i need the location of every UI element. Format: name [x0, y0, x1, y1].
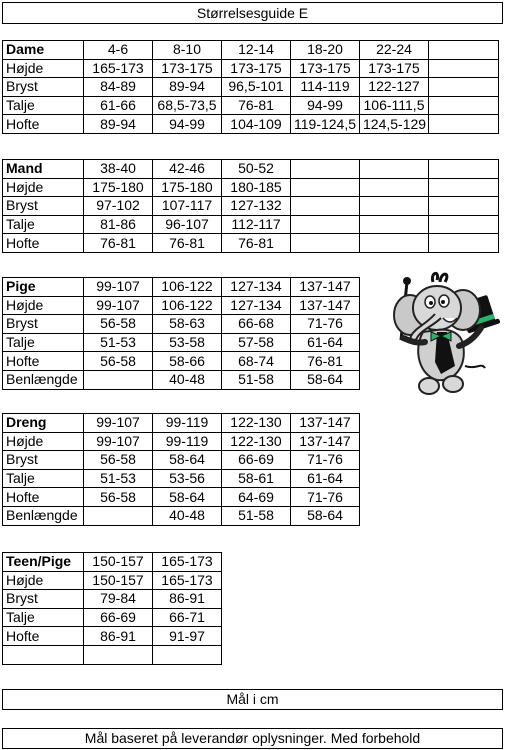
table-row [3, 115, 499, 134]
measure-value-cell: 40-48 [153, 370, 222, 389]
measure-value-cell: 173-175 [222, 59, 291, 78]
measure-value-cell [429, 197, 499, 216]
measure-label-cell: Højde [3, 296, 84, 315]
measure-value-cell [84, 370, 153, 389]
measure-value-cell: 127-134 [222, 296, 291, 315]
size-header-cell: 38-40 [84, 160, 153, 179]
measure-value-cell: 173-175 [360, 59, 429, 78]
measure-value-cell: 58-64 [291, 506, 360, 525]
measure-value-cell: 96-107 [153, 215, 222, 234]
table-row [3, 432, 360, 451]
measure-value-cell [291, 178, 360, 197]
table-row [3, 178, 499, 197]
measure-value-cell: 173-175 [291, 59, 360, 78]
measure-value-cell: 51-53 [84, 469, 153, 488]
measure-value-cell [153, 645, 222, 664]
size-header-cell: 18-20 [291, 41, 360, 60]
measure-value-cell: 51-58 [222, 370, 291, 389]
measure-value-cell: 112-117 [222, 215, 291, 234]
measure-value-cell: 68,5-73,5 [153, 96, 222, 115]
measure-value-cell: 58-64 [291, 370, 360, 389]
measure-value-cell: 122-130 [222, 432, 291, 451]
measure-value-cell [84, 645, 153, 664]
measure-value-cell: 61-66 [84, 96, 153, 115]
measure-value-cell: 106-122 [153, 296, 222, 315]
measure-label-cell: Højde [3, 178, 84, 197]
measure-value-cell: 58-63 [153, 315, 222, 334]
size-header-cell: 106-122 [153, 278, 222, 297]
measure-value-cell: 99-107 [84, 432, 153, 451]
size-header-cell [360, 160, 429, 179]
measure-value-cell: 96,5-101 [222, 78, 291, 97]
measure-value-cell [360, 234, 429, 253]
measure-label-cell: Talje [3, 215, 84, 234]
table-row [3, 488, 360, 507]
measure-value-cell [291, 197, 360, 216]
measure-value-cell: 76-81 [291, 352, 360, 371]
table-row [3, 469, 360, 488]
measure-value-cell [84, 506, 153, 525]
table-row [3, 215, 499, 234]
size-header-cell [429, 160, 499, 179]
measure-value-cell: 76-81 [84, 234, 153, 253]
measure-value-cell: 137-147 [291, 432, 360, 451]
measure-value-cell: 106-111,5 [360, 96, 429, 115]
measure-value-cell: 61-64 [291, 333, 360, 352]
disclaimer-note: Mål baseret på leverandør oplysninger. Med forbehold [2, 728, 503, 749]
size-header-cell: 22-24 [360, 41, 429, 60]
unit-note: Mål i cm [2, 689, 503, 710]
measure-value-cell: 137-147 [291, 296, 360, 315]
measure-value-cell: 175-180 [84, 178, 153, 197]
table-row [3, 59, 499, 78]
measure-value-cell [360, 178, 429, 197]
table-row [3, 315, 360, 334]
measure-value-cell: 81-86 [84, 215, 153, 234]
table-row [3, 352, 360, 371]
measure-label-cell: Højde [3, 59, 84, 78]
size-header-cell: 50-52 [222, 160, 291, 179]
size-header-cell: 137-147 [291, 414, 360, 433]
table-row [3, 506, 360, 525]
measure-label-cell: Hofte [3, 627, 84, 646]
measure-value-cell: 122-127 [360, 78, 429, 97]
measure-value-cell: 56-58 [84, 352, 153, 371]
measure-label-cell: Højde [3, 432, 84, 451]
measure-value-cell: 56-58 [84, 488, 153, 507]
measure-value-cell [429, 78, 499, 97]
size-header-cell: 4-6 [84, 41, 153, 60]
measure-value-cell: 114-119 [291, 78, 360, 97]
measure-label-cell: Hofte [3, 234, 84, 253]
measure-label-cell: Bryst [3, 451, 84, 470]
measure-label-cell: Hofte [3, 488, 84, 507]
elephant-top-hat-mascot-icon [385, 270, 510, 400]
table-row [3, 608, 222, 627]
measure-value-cell: 94-99 [291, 96, 360, 115]
measure-value-cell: 76-81 [153, 234, 222, 253]
measure-value-cell: 51-58 [222, 506, 291, 525]
measure-value-cell: 127-132 [222, 197, 291, 216]
measure-value-cell [291, 215, 360, 234]
measure-label-cell: Talje [3, 96, 84, 115]
measure-value-cell: 94-99 [153, 115, 222, 134]
size-header-cell: 165-173 [153, 553, 222, 572]
measure-value-cell: 150-157 [84, 571, 153, 590]
measure-value-cell: 64-69 [222, 488, 291, 507]
measure-value-cell [429, 115, 499, 134]
measure-value-cell: 91-97 [153, 627, 222, 646]
table-title-cell: Dreng [3, 414, 84, 433]
measure-value-cell: 56-58 [84, 451, 153, 470]
measure-value-cell: 86-91 [84, 627, 153, 646]
size-table-teen-pige [2, 552, 222, 665]
table-title-cell: Teen/Pige [3, 553, 84, 572]
measure-value-cell: 53-58 [153, 333, 222, 352]
size-header-cell: 99-119 [153, 414, 222, 433]
measure-value-cell: 180-185 [222, 178, 291, 197]
measure-value-cell [429, 59, 499, 78]
measure-value-cell: 58-64 [153, 451, 222, 470]
table-title-cell: Dame [3, 41, 84, 60]
measure-label-cell: Bryst [3, 197, 84, 216]
table-row [3, 234, 499, 253]
table-header-row [3, 160, 499, 179]
table-title-cell: Pige [3, 278, 84, 297]
measure-value-cell: 89-94 [153, 78, 222, 97]
measure-value-cell: 104-109 [222, 115, 291, 134]
measure-value-cell: 76-81 [222, 96, 291, 115]
measure-value-cell: 107-117 [153, 197, 222, 216]
size-header-cell: 99-107 [84, 278, 153, 297]
measure-value-cell [291, 234, 360, 253]
measure-value-cell: 71-76 [291, 451, 360, 470]
table-row [3, 96, 499, 115]
measure-value-cell: 58-61 [222, 469, 291, 488]
measure-value-cell: 99-119 [153, 432, 222, 451]
measure-label-cell: Hofte [3, 352, 84, 371]
measure-value-cell: 57-58 [222, 333, 291, 352]
size-header-cell: 127-134 [222, 278, 291, 297]
size-header-cell [291, 160, 360, 179]
table-row [3, 451, 360, 470]
measure-value-cell: 175-180 [153, 178, 222, 197]
measure-value-cell: 84-89 [84, 78, 153, 97]
measure-value-cell: 66-69 [222, 451, 291, 470]
measure-value-cell: 58-66 [153, 352, 222, 371]
measure-value-cell: 89-94 [84, 115, 153, 134]
measure-value-cell: 66-69 [84, 608, 153, 627]
measure-value-cell: 61-64 [291, 469, 360, 488]
measure-value-cell: 58-64 [153, 488, 222, 507]
size-header-cell: 12-14 [222, 41, 291, 60]
size-header-cell: 122-130 [222, 414, 291, 433]
measure-value-cell: 40-48 [153, 506, 222, 525]
measure-label-cell: Bryst [3, 78, 84, 97]
table-row [3, 627, 222, 646]
measure-value-cell: 165-173 [153, 571, 222, 590]
table-row [3, 645, 222, 664]
size-table-dame [2, 40, 499, 134]
size-header-cell: 8-10 [153, 41, 222, 60]
measure-value-cell: 165-173 [84, 59, 153, 78]
measure-label-cell [3, 645, 84, 664]
size-table-pige [2, 277, 360, 390]
size-header-cell: 42-46 [153, 160, 222, 179]
table-row [3, 78, 499, 97]
size-header-cell: 137-147 [291, 278, 360, 297]
table-row [3, 590, 222, 609]
measure-value-cell: 53-56 [153, 469, 222, 488]
measure-value-cell: 124,5-129 [360, 115, 429, 134]
table-row [3, 197, 499, 216]
page-title: Størrelsesguide E [2, 2, 503, 24]
measure-value-cell: 76-81 [222, 234, 291, 253]
measure-value-cell: 119-124,5 [291, 115, 360, 134]
measure-label-cell: Benlængde [3, 370, 84, 389]
table-header-row [3, 41, 499, 60]
measure-value-cell: 56-58 [84, 315, 153, 334]
size-table-mand [2, 159, 499, 253]
measure-value-cell: 99-107 [84, 296, 153, 315]
table-row [3, 296, 360, 315]
measure-label-cell: Bryst [3, 315, 84, 334]
measure-value-cell [429, 178, 499, 197]
measure-value-cell [360, 197, 429, 216]
measure-label-cell: Talje [3, 469, 84, 488]
measure-label-cell: Hofte [3, 115, 84, 134]
size-header-cell [429, 41, 499, 60]
measure-label-cell: Talje [3, 608, 84, 627]
table-header-row [3, 553, 222, 572]
measure-value-cell: 66-68 [222, 315, 291, 334]
measure-label-cell: Talje [3, 333, 84, 352]
measure-value-cell: 71-76 [291, 488, 360, 507]
table-row [3, 333, 360, 352]
size-table-dreng [2, 413, 360, 526]
measure-value-cell [429, 234, 499, 253]
table-row [3, 571, 222, 590]
measure-value-cell [429, 96, 499, 115]
measure-value-cell: 68-74 [222, 352, 291, 371]
table-title-cell: Mand [3, 160, 84, 179]
table-header-row [3, 278, 360, 297]
measure-value-cell [429, 215, 499, 234]
measure-label-cell: Benlængde [3, 506, 84, 525]
measure-value-cell: 173-175 [153, 59, 222, 78]
measure-value-cell: 86-91 [153, 590, 222, 609]
measure-value-cell: 51-53 [84, 333, 153, 352]
measure-label-cell: Højde [3, 571, 84, 590]
size-header-cell: 99-107 [84, 414, 153, 433]
measure-value-cell: 66-71 [153, 608, 222, 627]
measure-value-cell: 79-84 [84, 590, 153, 609]
measure-label-cell: Bryst [3, 590, 84, 609]
measure-value-cell [360, 215, 429, 234]
measure-value-cell: 71-76 [291, 315, 360, 334]
table-row [3, 370, 360, 389]
measure-value-cell: 97-102 [84, 197, 153, 216]
table-header-row [3, 414, 360, 433]
size-header-cell: 150-157 [84, 553, 153, 572]
